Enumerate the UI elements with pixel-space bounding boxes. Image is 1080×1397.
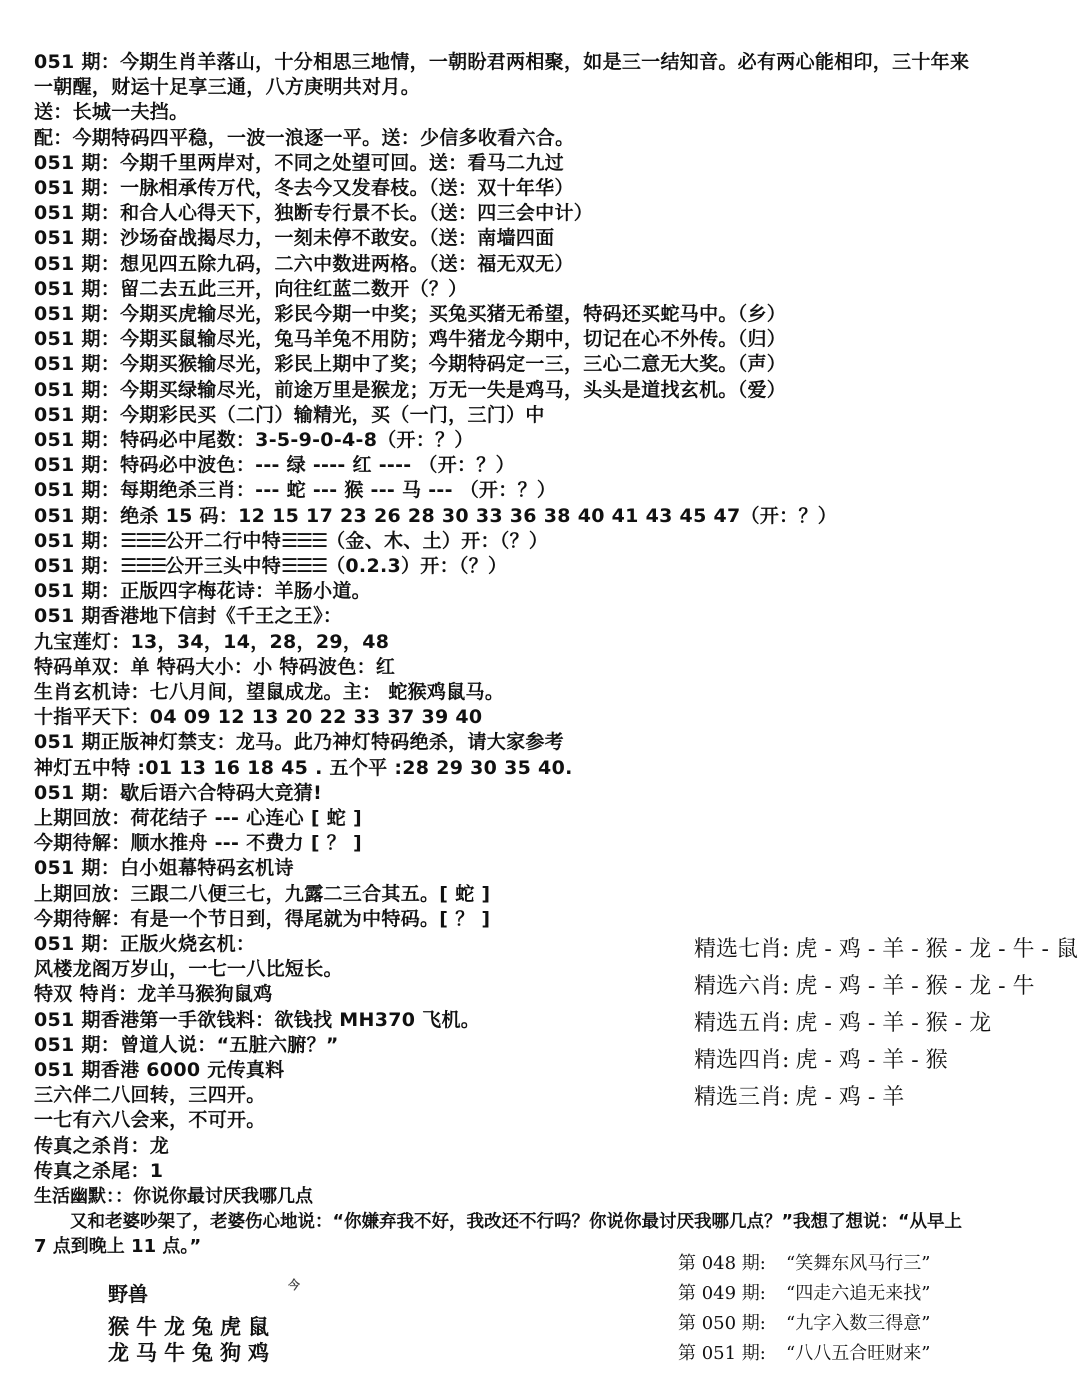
text-line: 051 期香港地下信封《千王之王》： <box>34 605 343 628</box>
text-line: 051 期：绝杀 15 码：12 15 17 23 26 28 30 33 36 38 40 41 43 45 47（开：？） <box>34 504 838 527</box>
period-number: 第 051 期: <box>678 1343 766 1364</box>
period-riddle: “八八五合旺财来” <box>786 1343 931 1364</box>
text-line: 051 期：正版四字梅花诗：羊肠小道。 <box>34 580 371 603</box>
text-line: 特码单双：单 特码大小：小 特码波色：红 <box>34 655 396 678</box>
text-line: 十指平天下：04 09 12 13 20 22 33 37 39 40 <box>34 706 483 729</box>
text-line: 051 期：特码必中波色：--- 绿 ---- 红 ---- （开：？） <box>34 454 515 477</box>
text-line: 生肖玄机诗：七八月间，望鼠成龙。主： 蛇猴鸡鼠马。 <box>34 681 505 703</box>
text-line: 051 期：☰☰☰公开二行中特☰☰☰（金、木、土）开：（？） <box>34 529 549 552</box>
text-line: 今期待解：顺水推舟 --- 不费力 [ ？ ] <box>34 832 362 855</box>
text-line: 传真之杀肖：龙 <box>34 1134 170 1157</box>
text-line: 051 期：正版火烧玄机： <box>34 933 256 955</box>
text-line: 051 期：歇后语六合特码大竞猜! <box>34 781 323 804</box>
text-line: 051 期香港 6000 元传真料 <box>34 1059 285 1081</box>
joke-title: 生活幽默：：你说你最讨厌我哪几点 <box>34 1186 313 1207</box>
period-riddle: “笑舞东风马行三” <box>786 1253 931 1274</box>
text-line: 051 期：今期买猴输尽光，彩民上期中了奖；今期特码定一三，三心二意无大奖。（声） <box>34 353 787 376</box>
joke-line-1: 又和老婆吵架了，老婆伤心地说：“你嫌弃我不好，我改还不行吗？你说你最讨厌我哪几点？”我想了想说：“从早上 <box>70 1212 963 1232</box>
period-number: 第 048 期: <box>678 1253 766 1274</box>
text-line: 051 期：今期买虎输尽光，彩民今期一中奖；买兔买猪无希望，特码还买蛇马中。（乡） <box>34 303 787 325</box>
text-line: 上期回放：荷花结子 --- 心连心 [ 蛇 ] <box>34 807 362 829</box>
beast-fragment: 今 <box>288 1278 301 1292</box>
pick-value: 虎 - 鸡 - 羊 - 猴 - 龙 <box>795 1011 992 1036</box>
text-line: 051 期：今期彩民买（二门）输精光，买（一门，三门）中 <box>34 403 545 426</box>
joke-line-2: 7 点到晚上 11 点。” <box>34 1236 202 1257</box>
text-line: 051 期：沙场奋战揭尽力，一刻未停不敢安。（送：南墙四面 <box>34 227 555 250</box>
text-line: 配：今期特码四平稳，一波一浪逐一平。送：少信多收看六合。 <box>34 126 575 149</box>
period-riddle: “四走六追无来找” <box>786 1283 931 1304</box>
text-line: 三六伴二八回转，三四开。 <box>34 1084 266 1107</box>
pick-value: 虎 - 鸡 - 羊 <box>795 1085 905 1110</box>
text-line: 051 期：今期生肖羊落山，十分相思三地情，一朝盼君两相聚，如是三一结知音。必有两心能相印，三十年来 <box>34 51 970 73</box>
period-number: 第 050 期: <box>678 1313 766 1334</box>
pick-value: 虎 - 鸡 - 羊 - 猴 - 龙 - 牛 <box>795 974 1035 999</box>
period-row <box>678 1282 930 1306</box>
period-number: 第 049 期: <box>678 1283 766 1304</box>
text-line: 051 期：☰☰☰公开三头中特☰☰☰（0.2.3）开：（？） <box>34 555 508 577</box>
pick-label: 精选七肖: <box>694 937 790 962</box>
text-line: 今期待解：有是一个节日到，得尾就为中特码。[ ？ ] <box>34 907 491 930</box>
period-riddle: “九字入数三得意” <box>786 1313 931 1334</box>
text-line: 051 期：白小姐幕特码玄机诗 <box>34 857 294 880</box>
text-line: 051 期正版神灯禁支：龙马。此乃神灯特码绝杀，请大家参考 <box>34 731 564 754</box>
beast-row-2: 龙马牛兔狗鸡 <box>108 1340 276 1365</box>
text-line: 051 期：想见四五除九码，二六中数进两格。（送：福无双无） <box>34 252 574 275</box>
text-line: 051 期：今期买鼠输尽光，兔马羊兔不用防；鸡牛猪龙今期中，切记在心不外传。（归） <box>34 328 787 351</box>
pick-label: 精选三肖: <box>694 1085 790 1110</box>
pick-label: 精选六肖: <box>694 974 790 999</box>
text-line: 051 期：曾道人说：“五脏六腑？” <box>34 1033 339 1056</box>
pick-value: 虎 - 鸡 - 羊 - 猴 - 龙 - 牛 - 鼠 <box>795 937 1078 962</box>
pick-row <box>694 973 1035 1001</box>
pick-row <box>694 936 1078 964</box>
period-row <box>678 1342 930 1366</box>
text-line: 送：长城一夫挡。 <box>34 101 189 124</box>
pick-label: 精选四肖: <box>694 1048 790 1073</box>
text-line: 九宝莲灯：13，34，14，28，29，48 <box>34 630 390 653</box>
text-line: 051 期：今期千里两岸对，不同之处望可回。送：看马二九过 <box>34 151 564 174</box>
pick-row <box>694 1047 948 1075</box>
text-line: 传真之杀尾：1 <box>34 1159 164 1182</box>
period-row <box>678 1252 930 1276</box>
text-line: 风楼龙阁万岁山，一七一八比短长。 <box>34 958 343 981</box>
pick-row <box>694 1010 991 1038</box>
pick-label: 精选五肖: <box>694 1011 790 1036</box>
beast-row-1: 猴牛龙兔虎鼠 <box>108 1314 276 1339</box>
text-line: 神灯五中特 :01 13 16 18 45 . 五个平 :28 29 30 35 40. <box>34 756 573 779</box>
text-line: 051 期：今期买绿输尽光，前途万里是猴龙；万无一失是鸡马，头头是道找玄机。（爱） <box>34 378 787 401</box>
text-line: 一七有六八会来，不可开。 <box>34 1109 266 1132</box>
text-line: 051 期：留二去五此三开，向往红蓝二数开（？） <box>34 277 468 300</box>
text-line: 一朝醒，财运十足享三通，八方庚明共对月。 <box>34 76 421 99</box>
text-line: 特双 特肖：龙羊马猴狗鼠鸡 <box>34 983 273 1006</box>
pick-value: 虎 - 鸡 - 羊 - 猴 <box>795 1048 948 1073</box>
text-line: 上期回放：三跟二八便三七，九露二三合其五。[ 蛇 ] <box>34 882 491 905</box>
beast-title: 野兽 <box>108 1282 148 1306</box>
pick-row <box>694 1084 904 1112</box>
text-line: 051 期：一脉相承传万代，冬去今又发春枝。（送：双十年华） <box>34 177 574 199</box>
text-line: 051 期：每期绝杀三肖：--- 蛇 --- 猴 --- 马 --- （开：？） <box>34 479 557 502</box>
text-line: 051 期：和合人心得天下，独断专行景不长。（送：四三会中计） <box>34 202 594 225</box>
text-line: 051 期香港第一手欲钱料：欲钱找 MH370 飞机。 <box>34 1008 481 1031</box>
text-line: 051 期：特码必中尾数：3-5-9-0-4-8（开：？） <box>34 429 474 451</box>
period-row <box>678 1312 930 1336</box>
